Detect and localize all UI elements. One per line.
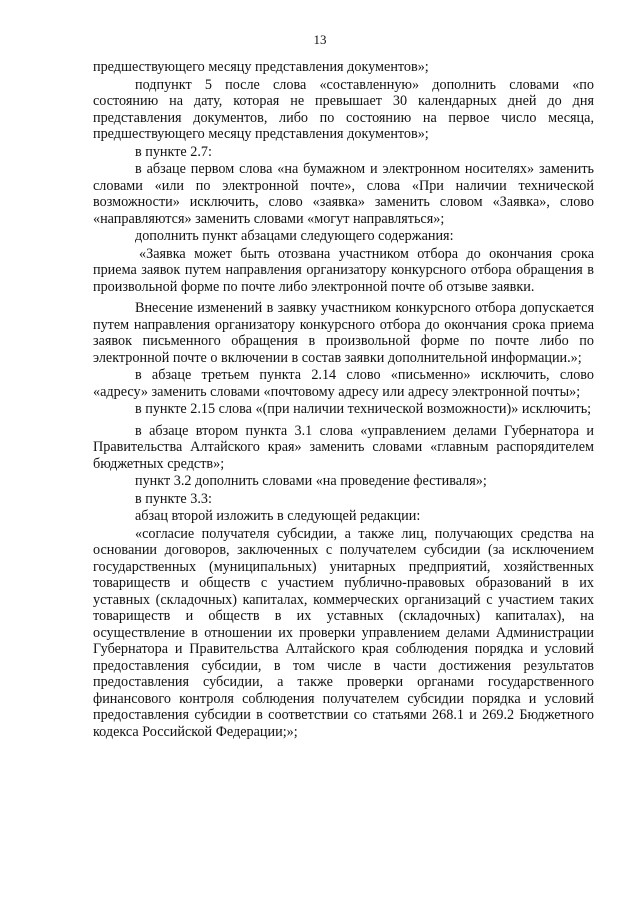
paragraph-quote-consent: «согласие получателя субсидии, а также лиц, получающих средства на основании договоров, заключенных с получателем субсидии (за исключением государственных (муниципальных) унитарных предприятий, хозяйственных товариществ и обществ с участием публично-правовых образований в их уставных (складочных) капиталах, коммерческих организаций с участием таких товариществ и обществ в их уставных (складочных) капиталах), на осуществление в отношении их проверки управлением делами Администрации Губернатора и Правительства Алтайского края соблюдения порядка и условий предоставления субсидии, в том числе в части достижения результатов предоставления субсидии, а также проверки органами государственного финансового контроля соблюдения получателем субсидии порядка и условий предоставления субсидии в соответствии со статьями 268.1 и 269.2 Бюджетного кодекса Российской Федерации;»; (93, 525, 594, 740)
paragraph-abzac-second: абзац второй изложить в следующей редакции: (135, 508, 421, 524)
paragraph-point-2-15: в пункте 2.15 слова «(при наличии технической возможности)» исключить; (135, 401, 592, 417)
paragraph-continuation: предшествующего месяцу представления документов»; (93, 59, 429, 75)
paragraph-point-3-1: в абзаце втором пункта 3.1 слова «управлением делами Губернатора и Правительства Алтайского края» заменить словами «главным распорядителем бюджетных средств»; (93, 422, 594, 472)
paragraph-point-2-14: в абзаце третьем пункта 2.14 слово «письменно» исключить, слово «адресу» заменить словами «почтовому адресу или адресу электронной почты»; (93, 367, 594, 400)
paragraph-quote-changes: Внесение изменений в заявку участником конкурсного отбора допускается путем направления организатору конкурсного отбора до окончания срока приема заявок письменного обращения в произвольной форме по почте либо по электронной почте о включении в состав заявки дополнительной информации.»; (93, 300, 594, 366)
paragraph-point-3-3: в пункте 3.3: (135, 490, 212, 507)
document-body (93, 59, 594, 741)
paragraph-first-abzac: в абзаце первом слова «на бумажном и электронном носителях» заменить словами «или по электронной почте», слова «При наличии технической возможности» исключить, слово «заявка» заменить словом «Заявка», слово «направляются» заменить словами «могут направляться»; (93, 161, 594, 227)
paragraph-subitem-5: подпункт 5 после слова «составленную» дополнить словами «по состоянию на дату, которая не превышает 30 календарных дней до дня представления документов, либо по состоянию на первое число месяца, предшествующего месяцу представления документов»; (93, 76, 594, 142)
paragraph-add-abzacs: дополнить пункт абзацами следующего содержания: (135, 228, 454, 244)
paragraph-quote-withdrawal: «Заявка может быть отозвана участником отбора до окончания срока приема заявок путем направления организатору конкурсного отбора обращения в произвольной форме по почте либо электронной почте об отзыве заявки. (93, 245, 594, 295)
paragraph-point-3-2: пункт 3.2 дополнить словами «на проведение фестиваля»; (135, 473, 487, 489)
paragraph-point-2-7: в пункте 2.7: (135, 143, 212, 160)
page-number: 13 (313, 32, 327, 47)
